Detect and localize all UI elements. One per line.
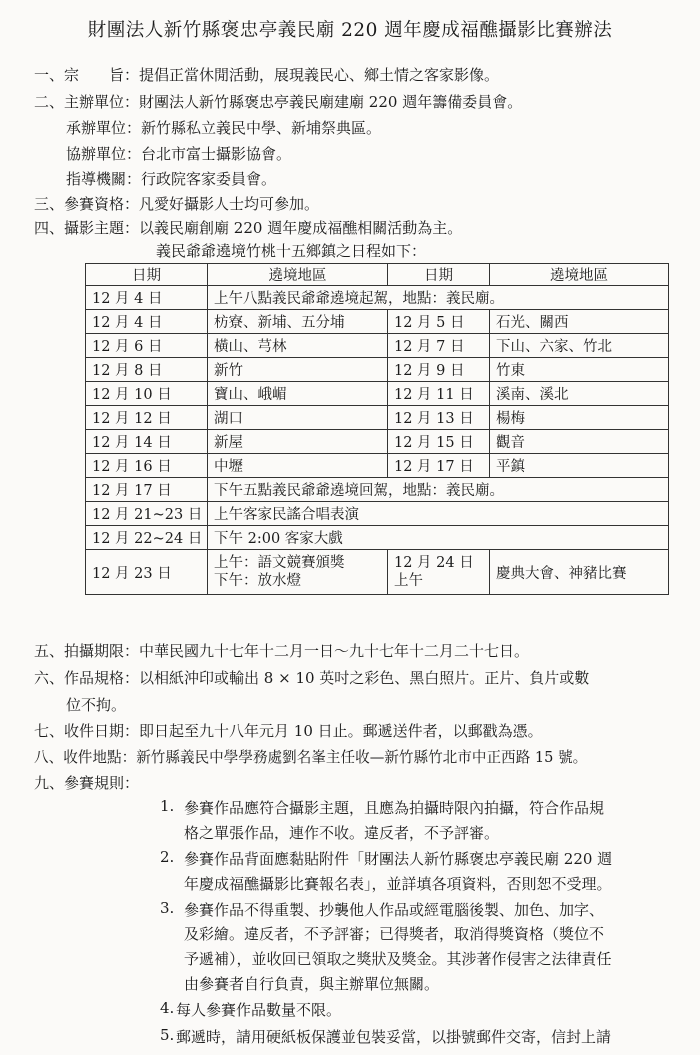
rule-number: 3.: [160, 899, 175, 917]
section-label: 協辦單位：: [66, 145, 142, 163]
section-assisting-unit: [66, 143, 291, 164]
section-text: 台北市富士攝影協會。: [141, 145, 292, 163]
section-label: 作品規格：: [64, 669, 140, 687]
table-row: [86, 334, 669, 358]
section-label: 承辦單位：: [66, 119, 142, 137]
section-label: 指導機關：: [66, 170, 142, 188]
area-cell: 溪南、溪北: [490, 382, 669, 406]
table-row: [86, 550, 669, 595]
area-cell: 石光、關西: [490, 310, 669, 334]
section-eligibility: [34, 193, 319, 214]
table-header-row: [86, 264, 669, 286]
table-row: [86, 526, 669, 550]
area-cell: 寶山、峨嵋: [208, 382, 388, 406]
section-text: 行政院客家委員會。: [141, 170, 277, 188]
rule-line: 予遞補），並收回已領取之獎狀及獎金。其涉著作侵害之法律責任: [184, 950, 612, 968]
date-cell: 12 月 22~24 日: [86, 526, 208, 550]
section-specs-continued: 位不拘。: [66, 696, 127, 714]
rule-line: 參賽作品不得重製、抄襲他人作品或經電腦後製、加色、加字、: [184, 901, 605, 919]
rule-line: 格之單張作品，連作不收。違反者，不予評審。: [184, 824, 500, 842]
date-cell: 12 月 8 日: [86, 358, 208, 382]
section-number: 八、: [34, 749, 64, 766]
section-supervising-agency: [66, 168, 276, 189]
area-cell: 湖口: [208, 406, 388, 430]
rule-line: 參賽作品背面應黏貼附件「財團法人新竹縣褒忠亭義民廟 220 週: [184, 850, 613, 868]
section-number: 一、: [34, 66, 65, 84]
date-cell: 12 月 7 日: [388, 334, 490, 358]
section-specs: [34, 667, 589, 688]
area-cell: 竹東: [490, 358, 669, 382]
table-row: [86, 454, 669, 478]
rule-number: 1.: [160, 797, 175, 815]
date-cell: 12 月 4 日: [86, 286, 208, 310]
schedule-title: 義民爺爺遶境竹桃十五鄉鎮之日程如下：: [156, 242, 427, 260]
event-cell: 上午客家民謠合唱表演: [208, 502, 669, 526]
header-cell: 日期: [388, 264, 490, 286]
header-cell: 日期: [86, 264, 208, 286]
date-cell: 12 月 11 日: [388, 382, 490, 406]
header-cell: 遶境地區: [208, 264, 388, 286]
table-row: [86, 310, 669, 334]
section-text: 凡愛好攝影人士均可參加。: [139, 195, 320, 213]
rule-number: 5.: [160, 1026, 175, 1044]
date-cell: 12 月 5 日: [388, 310, 490, 334]
table-row: [86, 286, 669, 310]
section-label: 參賽資格：: [64, 195, 140, 213]
date-cell: 12 月 6 日: [86, 334, 208, 358]
area-cell: 中壢: [208, 454, 388, 478]
section-co-organizer: [66, 117, 381, 138]
event-cell: 上午八點義民爺爺遶境起駕，地點：義民廟。: [208, 286, 669, 310]
section-text: 以義民廟創廟 220 週年慶成福醮相關活動為主。: [139, 219, 463, 237]
rule-line: 年慶成福醮攝影比賽報名表」，並詳填各項資料，否則恕不受理。: [184, 875, 612, 893]
section-number: 五、: [34, 642, 65, 660]
section-text: 新竹縣義民中學學務處劉名峯主任收—新竹縣竹北市中正西路 15 號。: [136, 749, 588, 766]
section-organizer: [34, 91, 522, 112]
date-cell: 12 月 16 日: [86, 454, 208, 478]
section-address: [34, 746, 587, 767]
date-cell: 12 月 4 日: [86, 310, 208, 334]
rule-line: 及彩繪。違反者，不予評審；已得獎者，取消得獎資格（獎位不: [184, 925, 605, 943]
rule-number: 4.: [160, 999, 175, 1017]
rule-line: 郵遞時，請用硬紙板保護並包裝妥當，以掛號郵件交寄，信封上請: [176, 1028, 612, 1046]
section-number: 四、: [34, 219, 65, 237]
date-cell: 12 月 10 日: [86, 382, 208, 406]
section-number: 三、: [34, 195, 65, 213]
area-cell: 慶典大會、神豬比賽: [490, 550, 669, 595]
date-cell: 12 月 14 日: [86, 430, 208, 454]
table-row: [86, 430, 669, 454]
area-cell: 楊梅: [490, 406, 669, 430]
event-cell: 下午 2:00 客家大戲: [208, 526, 669, 550]
header-cell: 遶境地區: [490, 264, 669, 286]
section-text: 即日起至九十八年元月 10 日止。郵遞送件者，以郵戳為憑。: [139, 722, 543, 740]
section-label: 參賽規則：: [64, 774, 140, 792]
date-cell: 12 月 9 日: [388, 358, 490, 382]
section-theme: [34, 217, 462, 238]
rule-line: 由參賽者自行負責，與主辦單位無關。: [184, 975, 440, 993]
area-line: 下午：放水燈: [214, 573, 301, 589]
table-row: [86, 382, 669, 406]
table-row: [86, 502, 669, 526]
date-cell: 12 月 13 日: [388, 406, 490, 430]
area-cell: 新竹: [208, 358, 388, 382]
table-row: [86, 478, 669, 502]
event-cell: 下午五點義民爺爺遶境回駕，地點：義民廟。: [208, 478, 669, 502]
date-line: 12 月 24 日: [394, 555, 474, 571]
section-label: 收件地點：: [63, 749, 137, 766]
document-title: 財團法人新竹縣褒忠亭義民廟 220 週年慶成福醮攝影比賽辦法: [87, 20, 613, 41]
date-cell: 12 月 17 日: [86, 478, 208, 502]
area-cell: 下山、六家、竹北: [490, 334, 669, 358]
section-rules: [34, 772, 139, 793]
section-text: 中華民國九十七年十二月一日～九十七年十二月二十七日。: [139, 642, 530, 660]
date-line: 上午: [394, 573, 423, 589]
section-deadline: [34, 720, 543, 741]
date-cell: 12 月 17 日: [388, 454, 490, 478]
schedule-table: [85, 263, 669, 595]
section-label: 主辦單位：: [64, 93, 140, 111]
date-cell: [388, 550, 490, 595]
section-number: 七、: [34, 722, 65, 740]
section-text: 新竹縣私立義民中學、新埔祭典區。: [141, 119, 382, 137]
section-label: 拍攝期限：: [64, 642, 140, 660]
date-cell: 12 月 23 日: [86, 550, 208, 595]
area-cell: 平鎮: [490, 454, 669, 478]
date-cell: 12 月 21~23 日: [86, 502, 208, 526]
area-cell: 觀音: [490, 430, 669, 454]
section-text: 提倡正當休閒活動，展現義民心、鄉土情之客家影像。: [139, 66, 500, 84]
section-text: 以相紙沖印或輸出 8 × 10 英吋之彩色、黑白照片。正片、負片或數: [139, 669, 590, 687]
section-label: 宗 旨：: [64, 66, 140, 84]
section-number: 六、: [34, 669, 65, 687]
section-label: 收件日期：: [64, 722, 140, 740]
area-cell: 橫山、芎林: [208, 334, 388, 358]
section-shooting-period: [34, 640, 529, 661]
section-text: 財團法人新竹縣褒忠亭義民廟建廟 220 週年籌備委員會。: [139, 93, 523, 111]
section-purpose: [34, 64, 499, 85]
section-number: 二、: [34, 93, 65, 111]
area-cell: [208, 550, 388, 595]
area-line: 上午：語文競賽頒獎: [214, 555, 345, 571]
section-label: 攝影主題：: [64, 219, 140, 237]
date-cell: 12 月 15 日: [388, 430, 490, 454]
table-row: [86, 358, 669, 382]
date-cell: 12 月 12 日: [86, 406, 208, 430]
rule-line: 參賽作品應符合攝影主題，且應為拍攝時限內拍攝，符合作品規: [184, 799, 605, 817]
area-cell: 枋寮、新埔、五分埔: [208, 310, 388, 334]
area-cell: 新屋: [208, 430, 388, 454]
rule-line: 每人參賽作品數量不限。: [176, 1001, 342, 1019]
table-row: [86, 406, 669, 430]
section-number: 九、: [34, 774, 65, 792]
rule-number: 2.: [160, 848, 175, 866]
